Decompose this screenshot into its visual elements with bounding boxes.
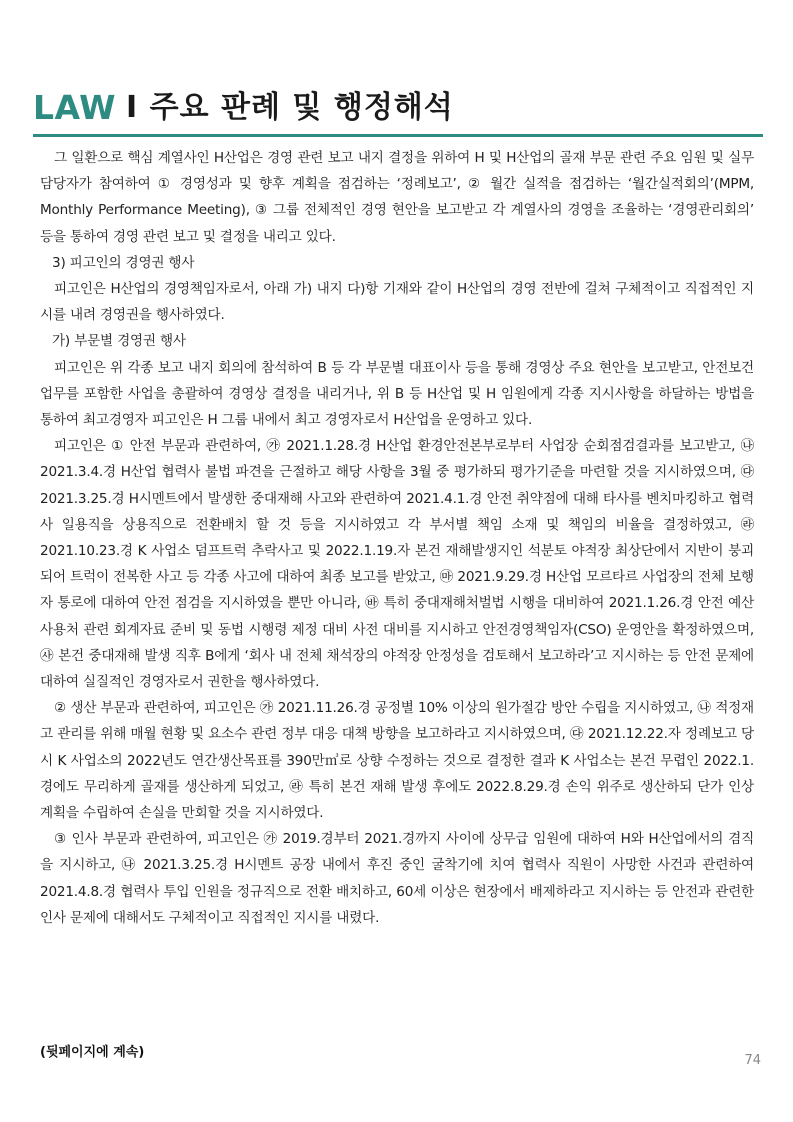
paragraph: ② 생산 부문과 관련하여, 피고인은 ㉮ 2021.11.26.경 공정별 10% 이상의 원가절감 방안 수립을 지시하였고, ㉯ 적정재고 관리를 위해 매월 현황 및 요소수 관련 정부 대응 대책 방향을 보고하라고 지시하였으며, ㉰ 2021.12.22.자 정례보고 당시 K 사업소의 2022년도 연간생산목표를 390만㎥로 상향 수정하는 것으로 결정한 결과 K 사업소는 본건 무렵인 2022.1.경에도 무리하게 골재를 생산하게 되었고, ㉱ 특히 본건 재해 발생 후에도 2022.8.29.경 손익 위주로 생산하되 단가 인상 계획을 수립하여 손실을 만회할 것을 지시하였다. — [40, 700, 754, 822]
article-body — [40, 145, 754, 931]
subheading: 3) 피고인의 경영권 행사 — [52, 254, 195, 271]
subheading: 가) 부문별 경영권 행사 — [52, 333, 186, 350]
paragraph: 피고인은 위 각종 보고 내지 회의에 참석하여 B 등 각 부문별 대표이사 등을 통해 경영상 주요 현안을 보고받고, 안전보건업무를 포함한 사업을 총괄하여 경영상 결정을 내리거나, 위 B 등 H산업 및 H 임원에게 각종 지시사항을 하달하는 방법을 통하여 최고경영자 피고인은 H 그룹 내에서 최고 경영자로서 H산업을 운영하고 있다. — [40, 359, 754, 429]
paragraph: 피고인은 H산업의 경영책임자로서, 아래 가) 내지 다)항 기재와 같이 H산업의 경영 전반에 걸쳐 구체적이고 직접적인 지시를 내려 경영권을 행사하였다. — [40, 281, 754, 324]
paragraph: 피고인은 ① 안전 부문과 관련하여, ㉮ 2021.1.28.경 H산업 환경안전본부로부터 사업장 순회점검결과를 보고받고, ㉯ 2021.3.4.경 H산업 협력사 불법 파견을 근절하고 해당 사항을 3월 중 평가하되 평가기준을 마련할 것을 지시하였으며, ㉰ 2021.3.25.경 H시멘트에서 발생한 중대재해 사고와 관련하여 2021.4.1.경 안전 취약점에 대해 타사를 벤치마킹하고 협력사 일용직을 상용직으로 전환배치 할 것 등을 지시하였고 각 부서별 책임 소재 및 책임의 비율을 결정하였고, ㉱ 2021.10.23.경 K 사업소 덤프트럭 추락사고 및 2022.1.19.자 본건 재해발생지인 석분토 야적장 최상단에서 지반이 붕괴되어 트럭이 전복한 사고 등 각종 사고에 대하여 최종 보고를 받았고, ㉲ 2021.9.29.경 H산업 모르타르 사업장의 전체 보행자 통로에 대하여 안전 점검을 지시하였을 뿐만 아니라, ㉳ 특히 중대재해처벌법 시행을 대비하여 2021.1.26.경 안전 예산 사용처 관련 회계자료 준비 및 동법 시행령 제정 대비 사전 대비를 지시하고 안전경영책임자(CSO) 운영안을 확정하였으며, ㉴ 본건 중대재해 발생 직후 B에게 ‘회사 내 전체 채석장의 야적장 안정성을 검토해서 보고하라’고 지시하는 등 안전 문제에 대하여 실질적인 경영자로서 권한을 행사하였다. — [40, 438, 754, 691]
page-header — [33, 88, 763, 137]
continued-note: (뒷페이지에 계속) — [40, 1045, 145, 1060]
paragraph: ③ 인사 부문과 관련하여, 피고인은 ㉮ 2019.경부터 2021.경까지 사이에 상무급 임원에 대하여 H와 H산업에서의 겸직을 지시하고, ㉯ 2021.3.25.경 H시멘트 공장 내에서 후진 중인 굴착기에 치여 협력사 직원이 사망한 사건과 관련하여 2021.4.8.경 협력사 투입 인원을 정규직으로 전환 배치하고, 60세 이상은 현장에서 배제하라고 지시하는 등 안전과 관련한 인사 문제에 대해서도 구체적이고 직접적인 지시를 내렸다. — [40, 831, 754, 926]
section-label: LAW — [33, 88, 116, 127]
page-title: I 주요 판례 및 행정해석 — [126, 90, 454, 125]
page-number: 74 — [744, 1053, 761, 1068]
paragraph: 그 일환으로 핵심 계열사인 H산업은 경영 관련 보고 내지 결정을 위하여 H 및 H산업의 골재 부문 관련 주요 임원 및 실무 담당자가 참여하여 ① 경영성과 및 향후 계획을 점검하는 ‘정례보고’, ② 월간 실적을 점검하는 ‘월간실적회의’(MPM, Monthly Performance Meeting), ③ 그룹 전체적인 경영 현안을 보고받고 각 계열사의 경영을 조율하는 ‘경영관리회의’ 등을 통하여 경영 관련 보고 및 결정을 내리고 있다. — [40, 150, 754, 245]
